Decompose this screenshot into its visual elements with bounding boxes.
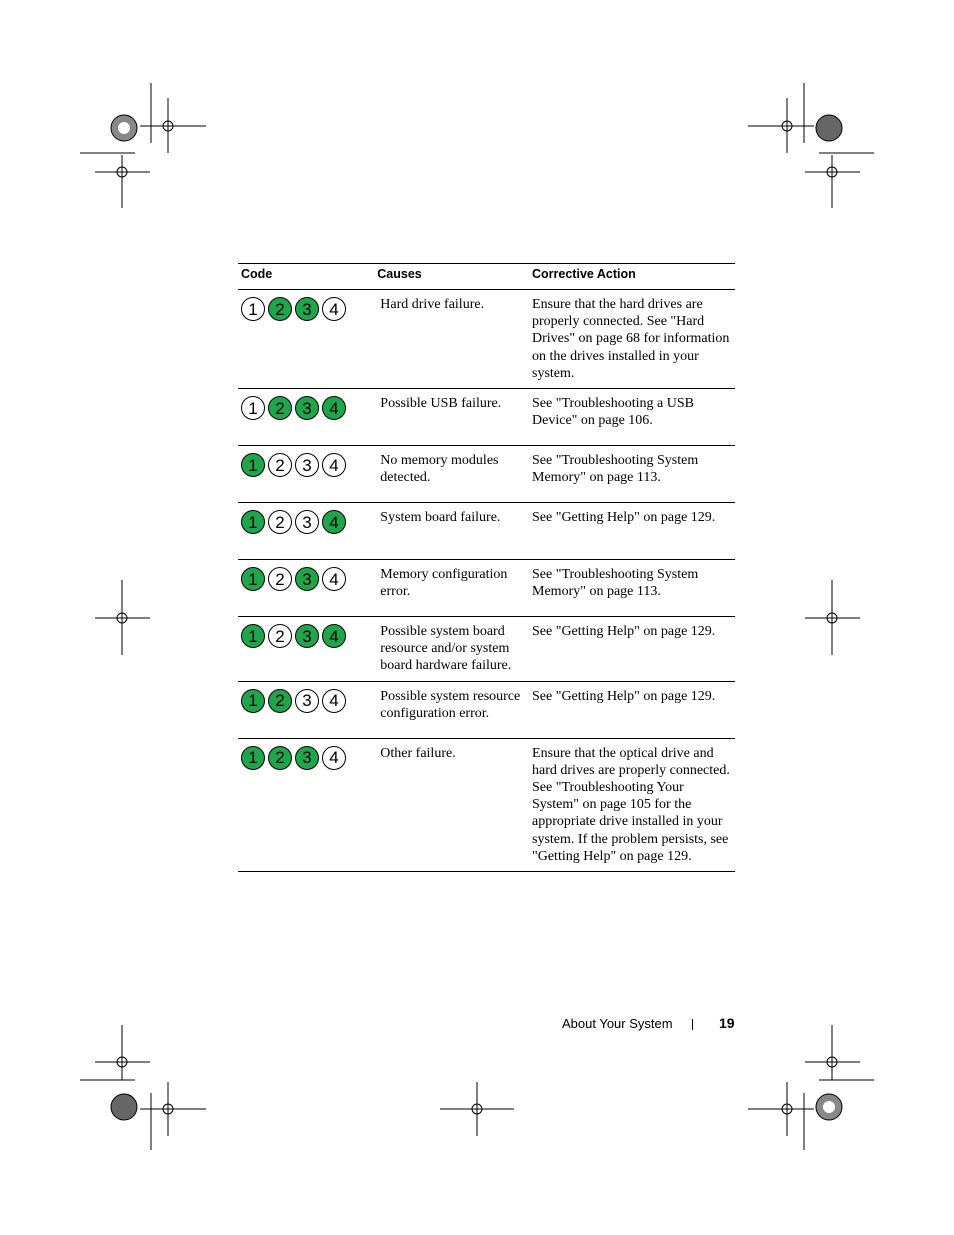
table-row	[238, 503, 735, 560]
code-cell	[238, 446, 374, 503]
table-body	[238, 290, 735, 872]
table-row	[238, 617, 735, 682]
code-cell	[238, 290, 374, 389]
causes-cell: Possible system resource configuration error.	[374, 681, 529, 738]
footer-section-title: About Your System	[562, 1016, 673, 1031]
corrective-action-cell: See "Getting Help" on page 129.	[529, 503, 735, 560]
causes-cell: Memory configuration error.	[374, 560, 529, 617]
led-3-icon: 3	[295, 624, 319, 648]
corrective-action-cell: See "Getting Help" on page 129.	[529, 681, 735, 738]
led-indicator-group	[241, 509, 371, 534]
led-2-icon: 2	[268, 689, 292, 713]
causes-cell: Other failure.	[374, 738, 529, 871]
causes-cell: No memory modules detected.	[374, 446, 529, 503]
table-row	[238, 681, 735, 738]
causes-cell: Hard drive failure.	[374, 290, 529, 389]
corrective-action-cell: See "Troubleshooting System Memory" on page 113.	[529, 560, 735, 617]
led-4-icon: 4	[322, 297, 346, 321]
led-3-icon: 3	[295, 396, 319, 420]
code-cell	[238, 503, 374, 560]
corrective-action-cell: Ensure that the optical drive and hard drives are properly connected. See "Troubleshooting Your System" on page 105 for the appropriate drive installed in your system. If the problem persists, see "Getting Help" on page 129.	[529, 738, 735, 871]
table-row	[238, 738, 735, 871]
led-indicator-group	[241, 688, 371, 713]
corrective-action-cell: See "Troubleshooting System Memory" on page 113.	[529, 446, 735, 503]
led-4-icon: 4	[322, 510, 346, 534]
footer-separator	[692, 1019, 693, 1030]
led-3-icon: 3	[295, 453, 319, 477]
page-number: 19	[719, 1015, 735, 1031]
led-1-icon: 1	[241, 624, 265, 648]
header-causes: Causes	[374, 264, 529, 290]
led-indicator-group	[241, 452, 371, 477]
causes-cell: System board failure.	[374, 503, 529, 560]
led-indicator-group	[241, 623, 371, 648]
led-3-icon: 3	[295, 746, 319, 770]
led-4-icon: 4	[322, 567, 346, 591]
led-1-icon: 1	[241, 567, 265, 591]
led-3-icon: 3	[295, 567, 319, 591]
table-row	[238, 446, 735, 503]
led-3-icon: 3	[295, 689, 319, 713]
led-indicator-group	[241, 745, 371, 770]
code-cell	[238, 560, 374, 617]
causes-cell: Possible system board resource and/or system board hardware failure.	[374, 617, 529, 682]
led-2-icon: 2	[268, 510, 292, 534]
header-code: Code	[238, 264, 374, 290]
table-row	[238, 389, 735, 446]
led-3-icon: 3	[295, 297, 319, 321]
led-1-icon: 1	[241, 746, 265, 770]
led-4-icon: 4	[322, 396, 346, 420]
led-2-icon: 2	[268, 624, 292, 648]
led-4-icon: 4	[322, 746, 346, 770]
code-cell	[238, 389, 374, 446]
led-2-icon: 2	[268, 396, 292, 420]
led-1-icon: 1	[241, 453, 265, 477]
led-indicator-group	[241, 296, 371, 321]
diagnostic-codes-table	[238, 263, 735, 872]
code-cell	[238, 681, 374, 738]
code-cell	[238, 738, 374, 871]
led-2-icon: 2	[268, 297, 292, 321]
led-4-icon: 4	[322, 689, 346, 713]
led-indicator-group	[241, 566, 371, 591]
led-1-icon: 1	[241, 297, 265, 321]
code-cell	[238, 617, 374, 682]
corrective-action-cell: See "Getting Help" on page 129.	[529, 617, 735, 682]
led-2-icon: 2	[268, 453, 292, 477]
corrective-action-cell: See "Troubleshooting a USB Device" on page 106.	[529, 389, 735, 446]
led-1-icon: 1	[241, 396, 265, 420]
led-3-icon: 3	[295, 510, 319, 534]
led-1-icon: 1	[241, 689, 265, 713]
corrective-action-cell: Ensure that the hard drives are properly connected. See "Hard Drives" on page 68 for information on the drives installed in your system.	[529, 290, 735, 389]
led-2-icon: 2	[268, 567, 292, 591]
led-indicator-group	[241, 395, 371, 420]
table-header-row	[238, 264, 735, 290]
led-4-icon: 4	[322, 453, 346, 477]
header-corrective-action: Corrective Action	[529, 264, 735, 290]
led-1-icon: 1	[241, 510, 265, 534]
table-row	[238, 560, 735, 617]
table-row	[238, 290, 735, 389]
led-4-icon: 4	[322, 624, 346, 648]
causes-cell: Possible USB failure.	[374, 389, 529, 446]
led-2-icon: 2	[268, 746, 292, 770]
